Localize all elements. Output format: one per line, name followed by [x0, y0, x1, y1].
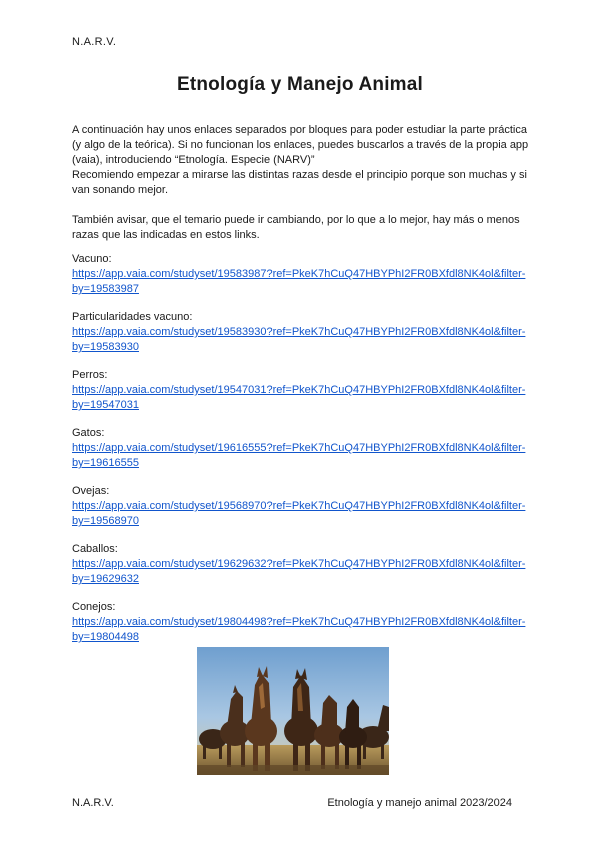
link-label: Conejos: [72, 601, 116, 613]
intro-paragraph-2: Recomiendo empezar a mirarse las distintas razas desde el principio porque son muchas y si van sonando mejor. [72, 169, 527, 196]
intro-paragraph-1: A continuación hay unos enlaces separados por bloques para poder estudiar la parte práctica (y algo de la teórica). Si no funcionan los enlaces, puedes buscarlos a través de la propia app (vaia), introduciendo “Etnología. Especie (NARV)” [72, 124, 529, 166]
intro-paragraph-3: También avisar, que el temario puede ir cambiando, por lo que a lo mejor, hay más o menos razas que las indicadas en estos links. [72, 214, 520, 241]
intro-section [72, 123, 532, 243]
link-block-particularidades-vacuno [72, 310, 532, 368]
link-block-caballos [72, 542, 532, 600]
page-header: N.A.R.V. [72, 36, 117, 48]
link-label: Caballos: [72, 543, 118, 555]
document-title: Etnología y Manejo Animal [176, 74, 424, 95]
link-block-perros [72, 368, 532, 426]
studyset-link[interactable]: https://app.vaia.com/studyset/19804498?ref=PkeK7hCuQ47HBYPhI2FR0BXfdl8NK4ol&filter-by=19804498 [72, 616, 526, 643]
studyset-link[interactable]: https://app.vaia.com/studyset/19616555?ref=PkeK7hCuQ47HBYPhI2FR0BXfdl8NK4ol&filter-by=19616555 [72, 442, 526, 469]
link-label: Perros: [72, 369, 108, 381]
links-section [72, 252, 532, 658]
link-block-gatos [72, 426, 532, 484]
studyset-link[interactable]: https://app.vaia.com/studyset/19583987?ref=PkeK7hCuQ47HBYPhI2FR0BXfdl8NK4ol&filter-by=19583987 [72, 268, 526, 295]
link-label: Particularidades vacuno: [72, 311, 193, 323]
studyset-link[interactable]: https://app.vaia.com/studyset/19629632?ref=PkeK7hCuQ47HBYPhI2FR0BXfdl8NK4ol&filter-by=19629632 [72, 558, 526, 585]
link-block-ovejas [72, 484, 532, 542]
footer-course: Etnología y manejo animal 2023/2024 [327, 797, 512, 809]
link-label: Ovejas: [72, 485, 110, 497]
link-block-vacuno [72, 252, 532, 310]
horses-photo [197, 647, 389, 775]
studyset-link[interactable]: https://app.vaia.com/studyset/19547031?ref=PkeK7hCuQ47HBYPhI2FR0BXfdl8NK4ol&filter-by=19547031 [72, 384, 526, 411]
link-label: Vacuno: [72, 253, 112, 265]
studyset-link[interactable]: https://app.vaia.com/studyset/19583930?ref=PkeK7hCuQ47HBYPhI2FR0BXfdl8NK4ol&filter-by=19583930 [72, 326, 526, 353]
link-label: Gatos: [72, 427, 105, 439]
studyset-link[interactable]: https://app.vaia.com/studyset/19568970?ref=PkeK7hCuQ47HBYPhI2FR0BXfdl8NK4ol&filter-by=19568970 [72, 500, 526, 527]
footer-author: N.A.R.V. [72, 797, 114, 809]
